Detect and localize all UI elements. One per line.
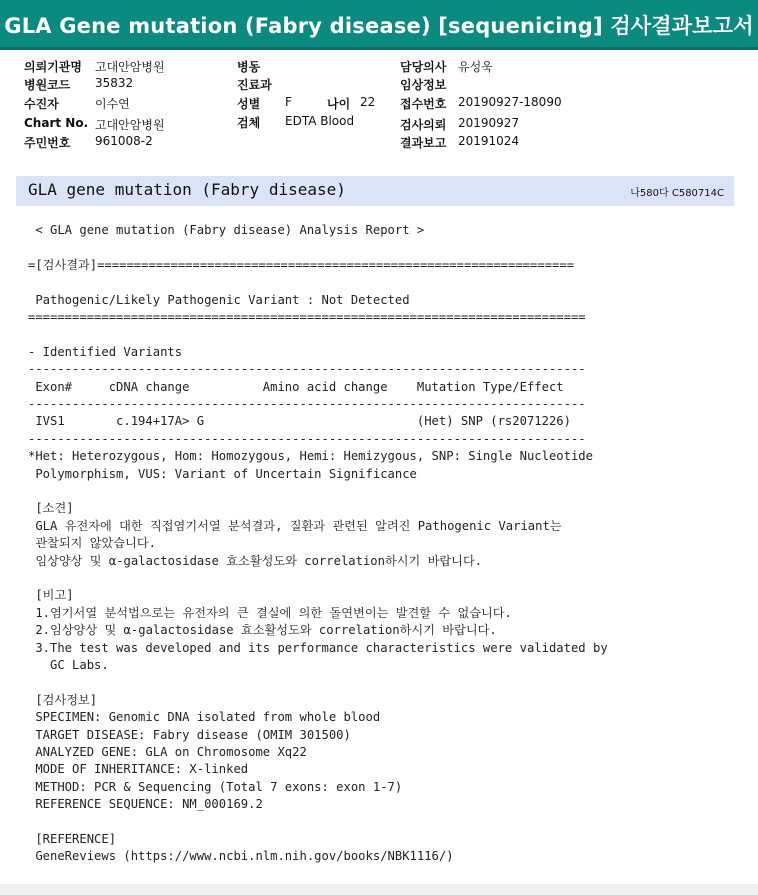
report-line: REFERENCE SEQUENCE: NM_000169.2 [28,797,263,812]
accession-no-label: 접수번호 [400,97,447,111]
report-line: IVS1 c.194+17A> G (Het) SNP (rs2071226) [28,414,571,429]
bottom-scroll-area [0,884,758,895]
department-label: 진료과 [237,78,272,92]
ward-label: 병동 [237,60,261,74]
specimen-label: 검체 [237,116,261,130]
report-line: MODE OF INHERITANCE: X-linked [28,762,249,777]
report-line: [소견] [28,501,74,516]
accession-no-value: 20190927-18090 [458,95,562,109]
report-line: TARGET DISEASE: Fabry disease (OMIM 301500) [28,727,351,742]
report-line: ---------------------------------------------------------------------------- [28,397,586,411]
doctor-label: 담당의사 [400,60,447,74]
report-line: Exon# cDNA change Amino acid change Mutation Type/Effect [28,379,564,394]
request-date-value: 20190927 [458,116,520,130]
report-line: Polymorphism, VUS: Variant of Uncertain Significance [28,466,417,481]
report-line: - Identified Variants [28,344,183,359]
report-line: < GLA gene mutation (Fabry disease) Analysis Report > [28,223,425,237]
report-line: GeneReviews (https://www.ncbi.nlm.nih.gov/books/NBK1116/) [28,849,454,864]
report-title: GLA gene mutation (Fabry disease) [28,180,346,199]
clinical-info-label: 임상정보 [400,78,447,92]
sex-label: 성별 [237,97,261,111]
banner-divider [0,47,758,50]
report-code: 나580다 C580714C [630,188,724,199]
report-title-bar [16,176,734,206]
report-line: ANALYZED GENE: GLA on Chromosome Xq22 [28,745,307,759]
report-line: 3.The test was developed and its performance characteristics were validated by [28,640,608,655]
report-line: =[검사결과]================================================================= [28,257,575,272]
report-line: [REFERENCE] [28,832,117,846]
report-line: Pathogenic/Likely Pathogenic Variant : Not Detected [28,292,410,307]
patient-info-panel [0,55,758,155]
doctor-value: 유성욱 [458,60,493,74]
institution-label: 의뢰기관명 [24,60,82,74]
chart-no-value: 고대안암병원 [95,118,165,132]
report-line: METHOD: PCR & Sequencing (Total 7 exons: exon 1-7) [28,779,403,794]
hospital-code-value: 35832 [95,76,134,90]
institution-value: 고대안암병원 [95,60,165,74]
report-line: GLA 유전자에 대한 직접염기서열 분석결과, 질환과 관련된 알려진 Pathogenic Variant는 [28,518,562,533]
report-line: GC Labs. [28,658,109,672]
report-line: ============================================================================ [28,310,586,324]
sex-value: F [285,95,292,109]
hospital-code-label: 병원코드 [24,78,71,92]
report-header-banner [0,0,758,47]
report-line: 1.염기서열 분석법으로는 유전자의 큰 결실에 의한 돌연변이는 발견할 수 없습니다. [28,605,512,620]
report-header-title: GLA Gene mutation (Fabry disease) [sequenicing] 검사결과보고서 [4,14,754,38]
report-line: 2.임상양상 및 α-galactosidase 효소활성도와 correlation하시기 바랍니다. [28,623,497,638]
patient-label: 수진자 [24,97,59,111]
resident-no-value: 961008-2 [95,134,153,148]
report-line: 관찰되지 않았습니다. [28,536,156,551]
age-value: 22 [360,95,376,109]
report-date-value: 20191024 [458,134,520,148]
report-date-label: 결과보고 [400,136,447,150]
report-line: ---------------------------------------------------------------------------- [28,431,586,446]
report-line: [검사정보] [28,692,98,707]
report-line: ---------------------------------------------------------------------------- [28,362,586,377]
report-line: *Het: Heterozygous, Hom: Homozygous, Hemi: Hemizygous, SNP: Single Nucleotide [28,449,593,464]
age-label: 나이 [327,97,351,111]
chart-no-label: Chart No. [24,116,89,130]
report-line: 임상양상 및 α-galactosidase 효소활성도와 correlation하시기 바랍니다. [28,553,483,568]
patient-value: 이수연 [95,97,130,111]
report-line: SPECIMEN: Genomic DNA isolated from whole blood [28,710,381,725]
request-date-label: 검사의뢰 [400,118,447,132]
specimen-value: EDTA Blood [285,114,355,128]
report-line: [비고] [28,588,74,603]
resident-no-label: 주민번호 [24,136,71,150]
